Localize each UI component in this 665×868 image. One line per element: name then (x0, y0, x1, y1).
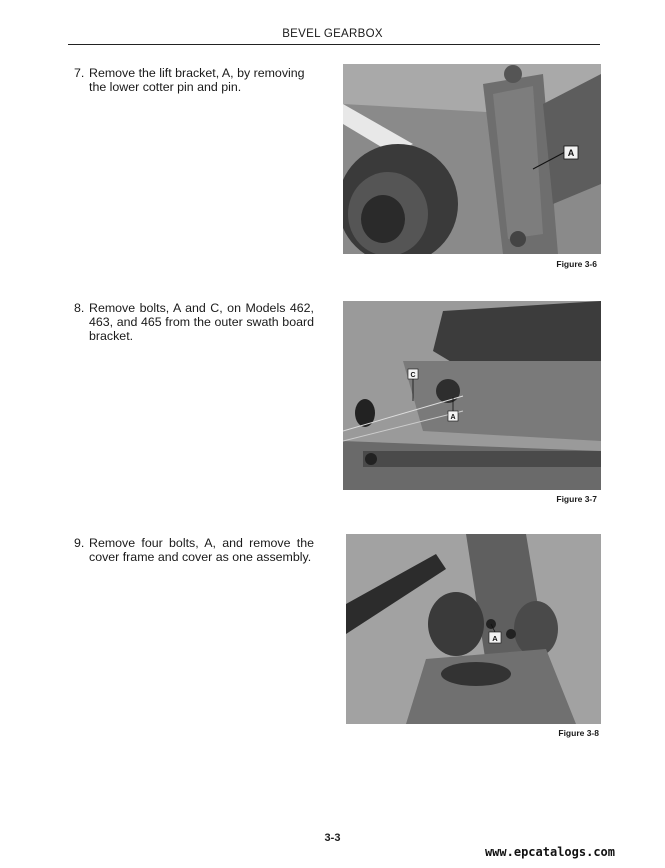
step-text: Remove bolts, A and C, on Models 462, 463, and 465 from the outer swath board bracket. (89, 301, 314, 343)
figure-3-7-caption: Figure 3-7 (556, 494, 597, 504)
watermark-link[interactable]: www.epcatalogs.com (484, 845, 615, 859)
figure-3-7-callout-c: C (410, 372, 416, 379)
page-number: 3-3 (324, 832, 341, 844)
step-text: Remove the lift bracket, A, by removing the lower cotter pin and pin. (89, 66, 305, 94)
header-divider (68, 44, 600, 45)
step-7 (74, 66, 314, 94)
figure-3-6-photo (343, 64, 601, 254)
figure-3-6-callout-a: A (567, 148, 575, 158)
step-8 (74, 301, 314, 343)
section-title: BEVEL GEARBOX (282, 28, 383, 40)
step-number: 7. (74, 66, 85, 80)
step-number: 9. (74, 536, 85, 550)
figure-3-8-callout-a: A (492, 634, 498, 643)
step-number: 8. (74, 301, 85, 315)
step-9 (74, 536, 314, 564)
figure-3-8-caption: Figure 3-8 (558, 728, 599, 738)
figure-3-8-photo (346, 534, 601, 724)
figure-3-7-photo (343, 301, 601, 490)
figure-3-7-callout-a: A (450, 414, 456, 421)
step-text: Remove four bolts, A, and remove the cover frame and cover as one assembly. (89, 536, 314, 564)
figure-3-6-caption: Figure 3-6 (556, 259, 597, 269)
